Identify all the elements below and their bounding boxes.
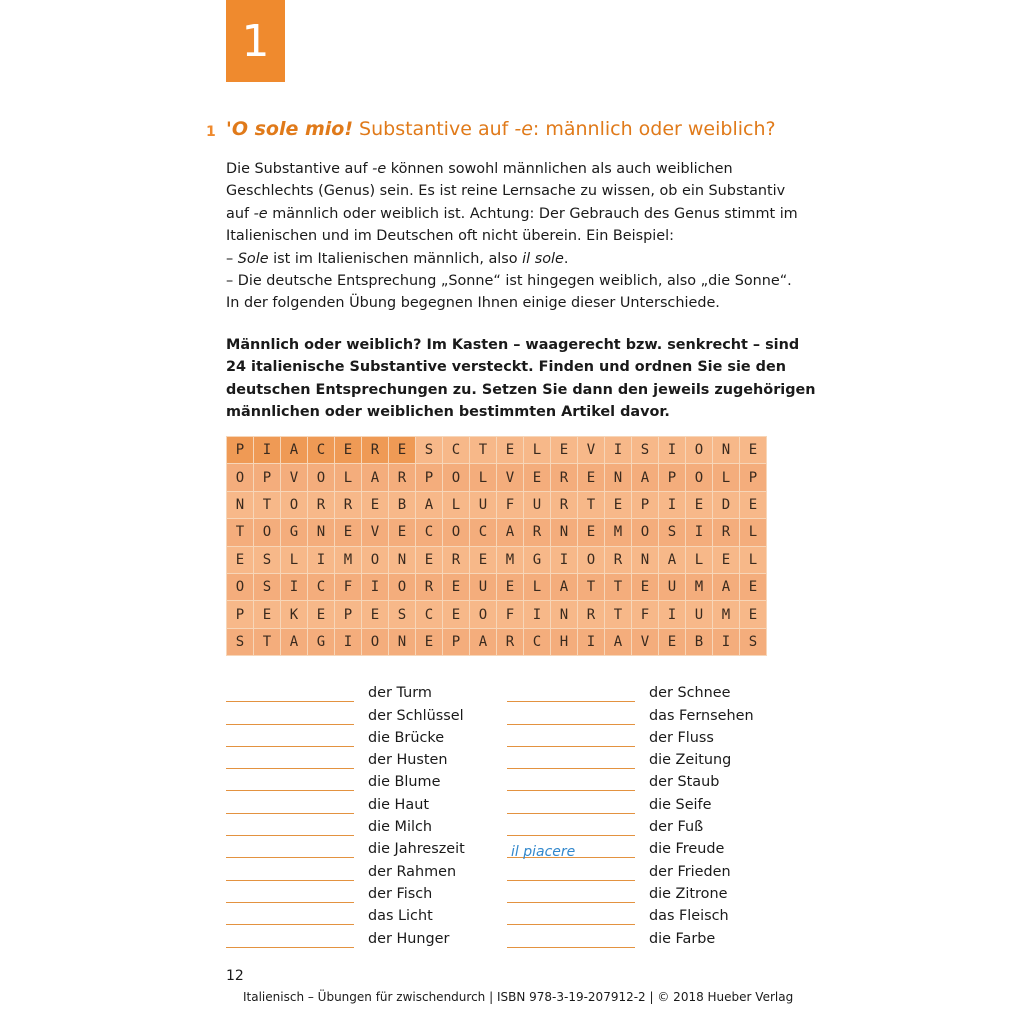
grid-cell[interactable]: N	[551, 519, 578, 546]
grid-cell[interactable]: R	[524, 519, 551, 546]
german-noun: der Fuß	[649, 819, 704, 836]
grid-cell[interactable]: S	[659, 519, 686, 546]
instruction-line: 24 italienische Substantive versteckt. Finden und ordnen Sie sie den	[226, 359, 786, 376]
grid-cell[interactable]: G	[308, 628, 335, 655]
vocab-row	[507, 858, 754, 880]
grid-cell[interactable]: S	[632, 437, 659, 464]
grid-cell[interactable]: S	[389, 601, 416, 628]
intro-line	[226, 158, 816, 180]
grid-cell[interactable]: B	[686, 628, 713, 655]
grid-cell[interactable]: U	[686, 601, 713, 628]
grid-cell[interactable]: L	[524, 437, 551, 464]
grid-cell[interactable]: C	[524, 628, 551, 655]
grid-row	[227, 464, 767, 491]
vocab-column-left	[226, 680, 465, 948]
intro-line: – Die deutsche Entsprechung „Sonne“ ist hingegen weiblich, also „die Sonne“.	[226, 273, 792, 290]
grid-cell[interactable]: O	[362, 546, 389, 573]
grid-cell[interactable]: I	[551, 546, 578, 573]
grid-cell[interactable]: U	[470, 491, 497, 518]
grid-cell[interactable]: F	[497, 491, 524, 518]
answer-blank[interactable]	[507, 754, 635, 769]
german-noun: die Farbe	[649, 930, 716, 947]
grid-cell[interactable]: P	[227, 437, 254, 464]
vocab-row	[507, 747, 754, 769]
grid-cell[interactable]: E	[632, 573, 659, 600]
page-number: 12	[226, 968, 244, 984]
grid-cell[interactable]: N	[713, 437, 740, 464]
grid-cell[interactable]: I	[254, 437, 281, 464]
german-noun: der Staub	[649, 774, 720, 791]
grid-row	[227, 491, 767, 518]
grid-cell[interactable]: A	[470, 628, 497, 655]
grid-cell[interactable]: T	[605, 573, 632, 600]
chapter-number: 1	[241, 15, 270, 67]
grid-row	[227, 573, 767, 600]
grid-cell[interactable]: O	[254, 519, 281, 546]
answer-blank[interactable]	[226, 933, 354, 948]
title-question: : männlich oder weiblich?	[532, 118, 776, 140]
grid-cell[interactable]: C	[416, 519, 443, 546]
grid-cell[interactable]: P	[740, 464, 767, 491]
text-italic: -e	[372, 161, 387, 177]
vocab-row	[226, 858, 465, 880]
grid-cell[interactable]: E	[605, 491, 632, 518]
grid-cell[interactable]: N	[308, 519, 335, 546]
grid-cell[interactable]: K	[281, 601, 308, 628]
grid-cell[interactable]: L	[281, 546, 308, 573]
german-noun: die Brücke	[368, 729, 445, 746]
grid-cell[interactable]: F	[497, 601, 524, 628]
answer-blank[interactable]	[226, 910, 354, 925]
word-search-grid	[226, 436, 767, 656]
title-text: Substantive auf	[353, 118, 515, 140]
grid-cell[interactable]: O	[443, 464, 470, 491]
text: .	[563, 250, 569, 267]
text: Die Substantive auf	[226, 161, 373, 177]
vocab-column-right	[507, 680, 754, 948]
grid-cell[interactable]: E	[659, 628, 686, 655]
german-noun: die Zeitung	[649, 752, 732, 769]
grid-cell[interactable]: L	[740, 546, 767, 573]
grid-cell[interactable]: L	[470, 464, 497, 491]
german-noun: das Licht	[368, 908, 433, 925]
grid-cell[interactable]: A	[551, 573, 578, 600]
german-noun: die Blume	[368, 774, 441, 791]
grid-cell[interactable]: E	[389, 437, 416, 464]
intro-line: In der folgenden Übung begegnen Ihnen einige dieser Unterschiede.	[226, 295, 720, 312]
grid-cell[interactable]: T	[605, 601, 632, 628]
grid-cell[interactable]: N	[389, 628, 416, 655]
intro-paragraph	[226, 158, 816, 315]
vocab-row	[226, 903, 465, 925]
vocab-row	[226, 747, 465, 769]
grid-row	[227, 601, 767, 628]
german-noun: die Jahreszeit	[368, 841, 465, 858]
grid-cell[interactable]: E	[740, 491, 767, 518]
footer-text: Italienisch – Übungen für zwischendurch | ISBN 978-3-19-207912-2 | © 2018 Hueber Verlag	[243, 990, 794, 1004]
grid-cell[interactable]: N	[632, 546, 659, 573]
text-italic: -e	[253, 205, 268, 222]
grid-cell[interactable]: E	[740, 437, 767, 464]
grid-cell[interactable]: O	[362, 628, 389, 655]
intro-line: Italienischen und im Deutschen oft nicht überein. Ein Beispiel:	[226, 228, 674, 245]
grid-cell[interactable]: O	[389, 573, 416, 600]
answer-blank[interactable]	[507, 776, 635, 791]
vocab-row	[507, 814, 754, 836]
grid-cell[interactable]: O	[227, 464, 254, 491]
grid-cell[interactable]: D	[713, 491, 740, 518]
grid-cell[interactable]: M	[497, 546, 524, 573]
answer-blank[interactable]	[226, 799, 354, 814]
grid-cell[interactable]: E	[443, 601, 470, 628]
answer-blank[interactable]	[507, 710, 635, 725]
grid-cell[interactable]: R	[551, 464, 578, 491]
grid-row	[227, 628, 767, 655]
grid-cell[interactable]: A	[497, 519, 524, 546]
grid-cell[interactable]: E	[578, 464, 605, 491]
grid-cell[interactable]: R	[605, 546, 632, 573]
german-noun: der Hunger	[368, 930, 450, 947]
vocab-row	[507, 769, 754, 791]
grid-cell[interactable]: E	[335, 437, 362, 464]
grid-cell[interactable]: A	[605, 628, 632, 655]
answer-blank[interactable]	[226, 821, 354, 836]
german-noun: das Fernsehen	[649, 707, 754, 724]
vocab-row	[507, 702, 754, 724]
grid-cell[interactable]: I	[335, 628, 362, 655]
grid-cell[interactable]: H	[551, 628, 578, 655]
grid-cell[interactable]: T	[578, 573, 605, 600]
grid-cell[interactable]: E	[443, 573, 470, 600]
grid-cell[interactable]: P	[632, 491, 659, 518]
grid-cell[interactable]: S	[254, 546, 281, 573]
instruction-line: deutschen Entsprechungen zu. Setzen Sie dann den jeweils zugehörigen	[226, 381, 816, 398]
exercise-title	[226, 118, 776, 140]
answer-blank[interactable]	[507, 933, 635, 948]
intro-line: Geschlechts (Genus) sein. Es ist reine Lernsache zu wissen, ob ein Substantiv	[226, 183, 786, 200]
grid-cell[interactable]: I	[659, 437, 686, 464]
grid-cell[interactable]: O	[470, 601, 497, 628]
title-song: 'O sole mio!	[226, 118, 353, 140]
grid-cell[interactable]: A	[281, 437, 308, 464]
grid-cell[interactable]: S	[227, 628, 254, 655]
grid-cell[interactable]: I	[524, 601, 551, 628]
grid-cell[interactable]: L	[740, 519, 767, 546]
text: –	[226, 250, 238, 267]
german-noun: die Zitrone	[649, 885, 728, 902]
german-noun: die Haut	[368, 796, 429, 813]
grid-cell[interactable]: R	[362, 437, 389, 464]
example-answer: il piacere	[511, 844, 576, 861]
answer-blank[interactable]	[226, 710, 354, 725]
answer-blank[interactable]	[507, 732, 635, 747]
answer-blank[interactable]	[226, 866, 354, 881]
text-italic: il sole	[522, 250, 564, 267]
grid-cell[interactable]: O	[632, 519, 659, 546]
german-noun: der Schnee	[649, 685, 731, 702]
grid-cell[interactable]: C	[443, 437, 470, 464]
grid-cell[interactable]: O	[227, 573, 254, 600]
grid-cell[interactable]: A	[713, 573, 740, 600]
chapter-number-box	[226, 0, 285, 82]
vocab-row	[507, 881, 754, 903]
grid-cell[interactable]: A	[416, 491, 443, 518]
grid-cell[interactable]: L	[686, 546, 713, 573]
german-noun: die Milch	[368, 819, 433, 836]
grid-cell[interactable]: P	[335, 601, 362, 628]
grid-cell[interactable]: E	[362, 491, 389, 518]
german-noun: der Rahmen	[368, 863, 457, 880]
answer-blank[interactable]	[507, 910, 635, 925]
grid-cell[interactable]: E	[416, 546, 443, 573]
text: auf	[226, 205, 254, 222]
vocab-row	[226, 791, 465, 813]
grid-cell[interactable]: A	[632, 464, 659, 491]
grid-cell[interactable]: L	[443, 491, 470, 518]
grid-cell[interactable]: E	[254, 601, 281, 628]
vocab-row	[507, 725, 754, 747]
answer-blank[interactable]	[226, 843, 354, 858]
grid-cell[interactable]: N	[227, 491, 254, 518]
grid-cell[interactable]: B	[389, 491, 416, 518]
grid-cell[interactable]: E	[551, 437, 578, 464]
german-noun: die Freude	[649, 841, 725, 858]
vocab-row	[226, 836, 465, 858]
grid-cell[interactable]: I	[659, 601, 686, 628]
grid-cell[interactable]: C	[308, 437, 335, 464]
grid-cell[interactable]: U	[470, 573, 497, 600]
intro-line	[226, 248, 816, 270]
answer-blank[interactable]	[226, 888, 354, 903]
grid-cell[interactable]: E	[416, 628, 443, 655]
grid-cell[interactable]: G	[281, 519, 308, 546]
instruction-line: männlichen oder weiblichen bestimmten Artikel davor.	[226, 404, 670, 421]
grid-cell[interactable]: L	[713, 464, 740, 491]
vocab-row	[507, 791, 754, 813]
grid-cell[interactable]: R	[335, 491, 362, 518]
vocab-row	[226, 881, 465, 903]
grid-cell[interactable]: V	[632, 628, 659, 655]
grid-cell[interactable]: E	[497, 437, 524, 464]
german-noun: der Frieden	[649, 863, 731, 880]
grid-cell[interactable]: A	[362, 464, 389, 491]
grid-cell[interactable]: T	[254, 491, 281, 518]
grid-cell[interactable]: E	[308, 601, 335, 628]
grid-cell[interactable]: R	[443, 546, 470, 573]
grid-cell[interactable]: R	[308, 491, 335, 518]
grid-cell[interactable]: T	[470, 437, 497, 464]
grid-cell[interactable]: S	[254, 573, 281, 600]
grid-cell[interactable]: M	[605, 519, 632, 546]
vocab-row	[226, 702, 465, 724]
german-noun: der Fisch	[368, 885, 433, 902]
answer-blank[interactable]	[226, 776, 354, 791]
grid-cell[interactable]: M	[713, 601, 740, 628]
german-noun: der Schlüssel	[368, 707, 464, 724]
grid-cell[interactable]: M	[335, 546, 362, 573]
grid-cell[interactable]: P	[227, 601, 254, 628]
grid-cell[interactable]: P	[254, 464, 281, 491]
grid-cell[interactable]: V	[497, 464, 524, 491]
grid-cell[interactable]: I	[713, 628, 740, 655]
grid-cell[interactable]: S	[740, 628, 767, 655]
grid-cell[interactable]: I	[605, 437, 632, 464]
answer-blank[interactable]	[507, 843, 635, 861]
grid-cell[interactable]: I	[686, 519, 713, 546]
answer-blank[interactable]	[226, 754, 354, 769]
grid-cell[interactable]: N	[605, 464, 632, 491]
grid-cell[interactable]: N	[551, 601, 578, 628]
german-noun: der Husten	[368, 752, 448, 769]
grid-cell[interactable]: O	[686, 437, 713, 464]
grid-cell[interactable]: G	[524, 546, 551, 573]
grid-cell[interactable]: E	[362, 601, 389, 628]
grid-cell[interactable]: E	[227, 546, 254, 573]
answer-blank[interactable]	[507, 866, 635, 881]
grid-cell[interactable]: F	[632, 601, 659, 628]
grid-cell[interactable]: O	[443, 519, 470, 546]
grid-cell[interactable]: L	[524, 573, 551, 600]
vocab-row	[226, 680, 465, 702]
exercise-number: 1	[206, 124, 216, 140]
vocab-row	[226, 725, 465, 747]
grid-cell[interactable]: E	[524, 464, 551, 491]
grid-cell[interactable]: E	[578, 519, 605, 546]
grid-cell[interactable]: V	[281, 464, 308, 491]
grid-cell[interactable]: R	[389, 464, 416, 491]
grid-row	[227, 519, 767, 546]
grid-cell[interactable]: O	[578, 546, 605, 573]
grid-cell[interactable]: T	[227, 519, 254, 546]
grid-cell[interactable]: I	[659, 491, 686, 518]
grid-cell[interactable]: S	[416, 437, 443, 464]
answer-blank[interactable]	[507, 799, 635, 814]
german-noun: der Turm	[368, 685, 432, 702]
grid-cell[interactable]: N	[389, 546, 416, 573]
grid-cell[interactable]: U	[524, 491, 551, 518]
grid-cell[interactable]: R	[416, 573, 443, 600]
grid-cell[interactable]: O	[281, 491, 308, 518]
vocab-row	[507, 680, 754, 702]
grid-cell[interactable]: M	[686, 573, 713, 600]
vocab-row	[507, 925, 754, 947]
grid-cell[interactable]: R	[551, 491, 578, 518]
grid-cell[interactable]: E	[713, 546, 740, 573]
grid-cell[interactable]: E	[686, 491, 713, 518]
grid-cell[interactable]: I	[362, 573, 389, 600]
answer-blank[interactable]	[507, 687, 635, 702]
grid-cell[interactable]: E	[740, 601, 767, 628]
grid-cell[interactable]: C	[470, 519, 497, 546]
grid-cell[interactable]: F	[335, 573, 362, 600]
grid-cell[interactable]: C	[308, 573, 335, 600]
german-noun: die Seife	[649, 796, 712, 813]
grid-cell[interactable]: V	[578, 437, 605, 464]
grid-cell[interactable]: V	[362, 519, 389, 546]
answer-blank[interactable]	[226, 687, 354, 702]
grid-cell[interactable]: L	[335, 464, 362, 491]
grid-cell[interactable]: P	[659, 464, 686, 491]
grid-row	[227, 546, 767, 573]
grid-cell[interactable]: I	[578, 628, 605, 655]
text-italic: Sole	[237, 250, 269, 267]
grid-cell[interactable]: U	[659, 573, 686, 600]
grid-row	[227, 437, 767, 464]
text: ist im Italienischen männlich, also	[268, 250, 523, 267]
grid-cell[interactable]: E	[389, 519, 416, 546]
vocab-row	[226, 814, 465, 836]
answer-blank[interactable]	[226, 732, 354, 747]
text: können sowohl männlichen als auch weiblichen	[386, 161, 733, 177]
grid-cell[interactable]: E	[470, 546, 497, 573]
grid-cell[interactable]: A	[281, 628, 308, 655]
grid-cell[interactable]: E	[335, 519, 362, 546]
answer-blank[interactable]	[507, 821, 635, 836]
german-noun: das Fleisch	[649, 908, 729, 925]
instruction-paragraph	[226, 334, 816, 424]
vocab-row	[507, 836, 754, 861]
grid-cell[interactable]: P	[443, 628, 470, 655]
grid-cell[interactable]: T	[578, 491, 605, 518]
grid-cell[interactable]: I	[308, 546, 335, 573]
grid-cell[interactable]: C	[416, 601, 443, 628]
grid-cell[interactable]: P	[416, 464, 443, 491]
grid-cell[interactable]: R	[713, 519, 740, 546]
text: männlich oder weiblich ist. Achtung: Der Gebrauch des Genus stimmt im	[267, 205, 798, 222]
german-noun: der Fluss	[649, 729, 714, 746]
grid-cell[interactable]: O	[308, 464, 335, 491]
intro-line	[226, 203, 816, 225]
grid-cell[interactable]: I	[281, 573, 308, 600]
grid-cell[interactable]: O	[686, 464, 713, 491]
grid-cell[interactable]: T	[254, 628, 281, 655]
vocab-row	[226, 769, 465, 791]
vocab-row	[226, 925, 465, 947]
grid-cell[interactable]: E	[497, 573, 524, 600]
answer-blank[interactable]	[507, 888, 635, 903]
instruction-line: Männlich oder weiblich? Im Kasten – waagerecht bzw. senkrecht – sind	[226, 337, 800, 353]
vocab-row	[507, 903, 754, 925]
grid-cell[interactable]: E	[740, 573, 767, 600]
grid-cell[interactable]: A	[659, 546, 686, 573]
title-suffix: -e	[514, 118, 533, 140]
grid-cell[interactable]: R	[578, 601, 605, 628]
grid-cell[interactable]: R	[497, 628, 524, 655]
